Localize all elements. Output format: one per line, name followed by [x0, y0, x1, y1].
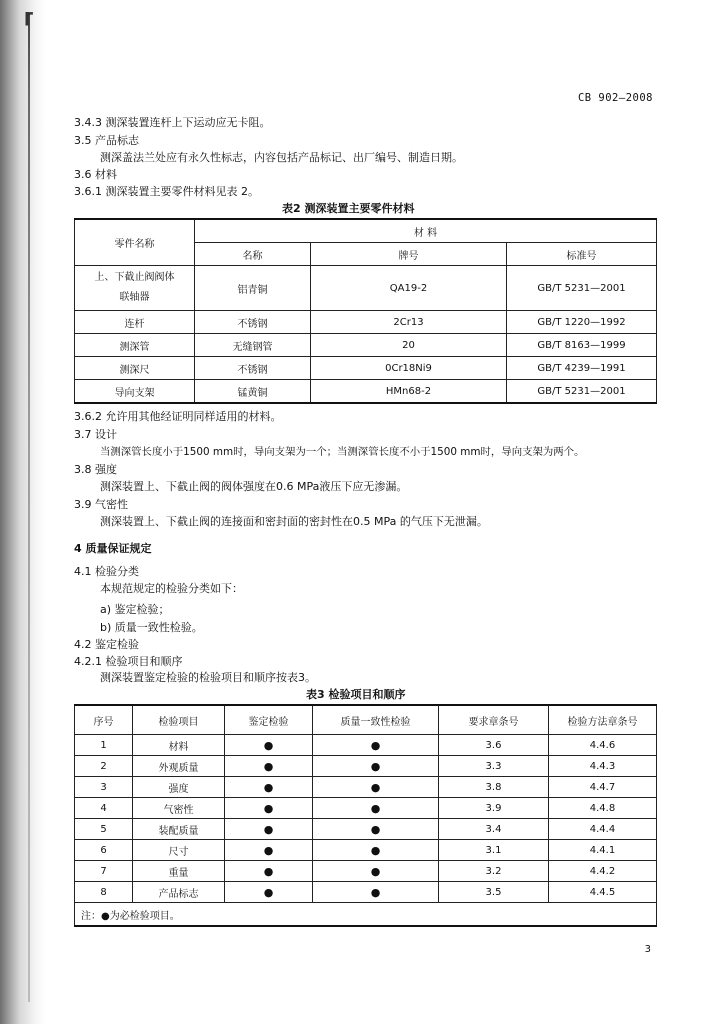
table-row	[75, 334, 657, 357]
table3-caption: 表3 检验项目和顺序	[306, 688, 406, 701]
table2-cell-grade: HMn68-2	[311, 380, 507, 404]
table3-cell-method: 4.4.6	[549, 735, 657, 756]
table3-cell-requirement: 3.4	[439, 819, 549, 840]
table2-cell-part: 导向支架	[75, 380, 195, 404]
table3-cell-no: 5	[75, 819, 133, 840]
clause-4-2-1-title: 4.2.1 检验项目和顺序	[74, 655, 183, 668]
section-4-title: 4 质量保证规定	[74, 542, 152, 555]
clause-3-9-title: 3.9 气密性	[74, 498, 128, 511]
table3-cell-item: 产品标志	[133, 882, 225, 903]
table-row	[75, 357, 657, 380]
table-row	[75, 380, 657, 404]
table2-cell-standard: GB/T 8163—1999	[507, 334, 657, 357]
table3-header-conformity: 质量一致性检验	[313, 705, 439, 735]
table3-cell-no: 3	[75, 777, 133, 798]
table-row	[75, 840, 657, 861]
table2-cell-part: 上、下截止阀阀体	[94, 272, 175, 283]
clause-4-2-title: 4.2 鉴定检验	[74, 638, 139, 651]
inspection-table	[74, 704, 657, 927]
table3-cell-method: 4.4.3	[549, 756, 657, 777]
clause-3-9-text: 测深装置上、下截止阀的连接面和密封面的密封性在0.5 MPa 的气压下无泄漏。	[100, 515, 488, 528]
table2-cell-grade: QA19-2	[311, 266, 507, 311]
table2-cell-standard: GB/T 1220—1992	[507, 311, 657, 334]
table3-cell-conformity-dot: ●	[313, 798, 439, 819]
table3-cell-requirement: 3.5	[439, 882, 549, 903]
clause-4-1-a: a) 鉴定检验；	[100, 603, 170, 616]
table3-cell-qualification-dot: ●	[225, 819, 313, 840]
table2-header-part: 零件名称	[75, 219, 195, 266]
clause-3-7-text: 当测深管长度小于1500 mm时，导向支架为一个；当测深管长度不小于1500 mm时，导向支架为两个。	[100, 446, 585, 458]
table-row	[75, 861, 657, 882]
table3-cell-requirement: 3.2	[439, 861, 549, 882]
table3-cell-requirement: 3.3	[439, 756, 549, 777]
table3-cell-item: 强度	[133, 777, 225, 798]
table3-cell-method: 4.4.8	[549, 798, 657, 819]
table2-cell-name: 锰黄铜	[195, 380, 311, 404]
table-row	[75, 756, 657, 777]
table2-cell-standard: GB/T 5231—2001	[507, 380, 657, 404]
table3-cell-conformity-dot: ●	[313, 861, 439, 882]
clause-3-5-text: 测深盖法兰处应有永久性标志，内容包括产品标记、出厂编号、制造日期。	[100, 151, 463, 164]
table2-cell-name: 不锈钢	[195, 357, 311, 380]
clause-3-8-text: 测深装置上、下截止阀的阀体强度在0.6 MPa液压下应无渗漏。	[100, 480, 408, 493]
table3-header-no: 序号	[75, 705, 133, 735]
table3-cell-item: 材料	[133, 735, 225, 756]
table-row	[75, 882, 657, 903]
table3-cell-qualification-dot: ●	[225, 756, 313, 777]
table3-cell-requirement: 3.9	[439, 798, 549, 819]
table2-cell-part: 连杆	[75, 311, 195, 334]
table3-cell-conformity-dot: ●	[313, 819, 439, 840]
table3-cell-no: 1	[75, 735, 133, 756]
clause-4-1-title: 4.1 检验分类	[74, 565, 139, 578]
table3-cell-item: 气密性	[133, 798, 225, 819]
clause-3-6-1: 3.6.1 测深装置主要零件材料见表 2。	[74, 185, 259, 198]
table3-cell-conformity-dot: ●	[313, 840, 439, 861]
table3-cell-qualification-dot: ●	[225, 777, 313, 798]
table2-cell-grade: 2Cr13	[311, 311, 507, 334]
table-row	[75, 735, 657, 756]
table3-cell-conformity-dot: ●	[313, 777, 439, 798]
table3-cell-conformity-dot: ●	[313, 882, 439, 903]
table3-cell-method: 4.4.7	[549, 777, 657, 798]
document-code: CB 902—2008	[577, 92, 653, 104]
table2-header-material: 材 料	[195, 219, 657, 243]
clause-4-1-b: b) 质量一致性检验。	[100, 621, 203, 634]
table3-cell-qualification-dot: ●	[225, 798, 313, 819]
scan-edge-shadow	[0, 0, 46, 1024]
table2-header-standard: 标准号	[507, 243, 657, 266]
scan-corner-mark: ɼ	[24, 6, 33, 27]
table-row	[75, 819, 657, 840]
table3-cell-no: 4	[75, 798, 133, 819]
table3-cell-no: 8	[75, 882, 133, 903]
table3-cell-qualification-dot: ●	[225, 882, 313, 903]
table3-cell-method: 4.4.5	[549, 882, 657, 903]
table2-cell-grade: 20	[311, 334, 507, 357]
table-row	[75, 777, 657, 798]
clause-3-8-title: 3.8 强度	[74, 463, 117, 476]
table3-cell-no: 2	[75, 756, 133, 777]
table2-header-name: 名称	[195, 243, 311, 266]
table2-cell-name: 铝青铜	[195, 266, 311, 311]
table3-note: 注：●为必检验项目。	[75, 903, 657, 927]
table3-cell-method: 4.4.2	[549, 861, 657, 882]
clause-4-2-1-text: 测深装置鉴定检验的检验项目和顺序按表3。	[100, 671, 316, 684]
table2-cell-part: 测深管	[75, 334, 195, 357]
table3-cell-requirement: 3.8	[439, 777, 549, 798]
table2-caption: 表2 测深装置主要零件材料	[282, 202, 415, 215]
clause-3-7-title: 3.7 设计	[74, 428, 117, 441]
table3-cell-qualification-dot: ●	[225, 735, 313, 756]
table3-cell-requirement: 3.1	[439, 840, 549, 861]
clause-3-5-title: 3.5 产品标志	[74, 134, 139, 147]
table2-cell-standard: GB/T 5231—2001	[507, 266, 657, 311]
page-number: 3	[644, 944, 651, 955]
table2-cell-part: 测深尺	[75, 357, 195, 380]
table2-cell-name: 不锈钢	[195, 311, 311, 334]
table3-cell-method: 4.4.1	[549, 840, 657, 861]
table3-cell-item: 外观质量	[133, 756, 225, 777]
table3-cell-conformity-dot: ●	[313, 756, 439, 777]
clause-4-1-text: 本规范规定的检验分类如下：	[100, 582, 243, 595]
table3-cell-no: 6	[75, 840, 133, 861]
table3-cell-no: 7	[75, 861, 133, 882]
table3-cell-qualification-dot: ●	[225, 840, 313, 861]
scan-binding-line	[28, 12, 30, 1002]
table-row	[75, 798, 657, 819]
table3-cell-item: 尺寸	[133, 840, 225, 861]
table-row	[75, 266, 657, 311]
table2-header-grade: 牌号	[311, 243, 507, 266]
table3-cell-method: 4.4.4	[549, 819, 657, 840]
clause-3-6-title: 3.6 材料	[74, 168, 117, 181]
table3-header-method: 检验方法章条号	[549, 705, 657, 735]
table3-cell-item: 重量	[133, 861, 225, 882]
table3-cell-qualification-dot: ●	[225, 861, 313, 882]
table3-header-requirement: 要求章条号	[439, 705, 549, 735]
table2-cell-grade: 0Cr18Ni9	[311, 357, 507, 380]
clause-3-6-2: 3.6.2 允许用其他经证明同样适用的材料。	[74, 410, 282, 423]
table3-cell-requirement: 3.6	[439, 735, 549, 756]
table3-header-qualification: 鉴定检验	[225, 705, 313, 735]
table3-header-item: 检验项目	[133, 705, 225, 735]
table-row	[75, 311, 657, 334]
table3-cell-conformity-dot: ●	[313, 735, 439, 756]
table2-cell-name: 无缝钢管	[195, 334, 311, 357]
table2-cell-standard: GB/T 4239—1991	[507, 357, 657, 380]
materials-table	[74, 218, 657, 404]
clause-3-4-3: 3.4.3 测深装置连杆上下运动应无卡阻。	[74, 116, 271, 129]
table3-cell-item: 装配质量	[133, 819, 225, 840]
table2-cell-part: 联轴器	[119, 292, 150, 303]
